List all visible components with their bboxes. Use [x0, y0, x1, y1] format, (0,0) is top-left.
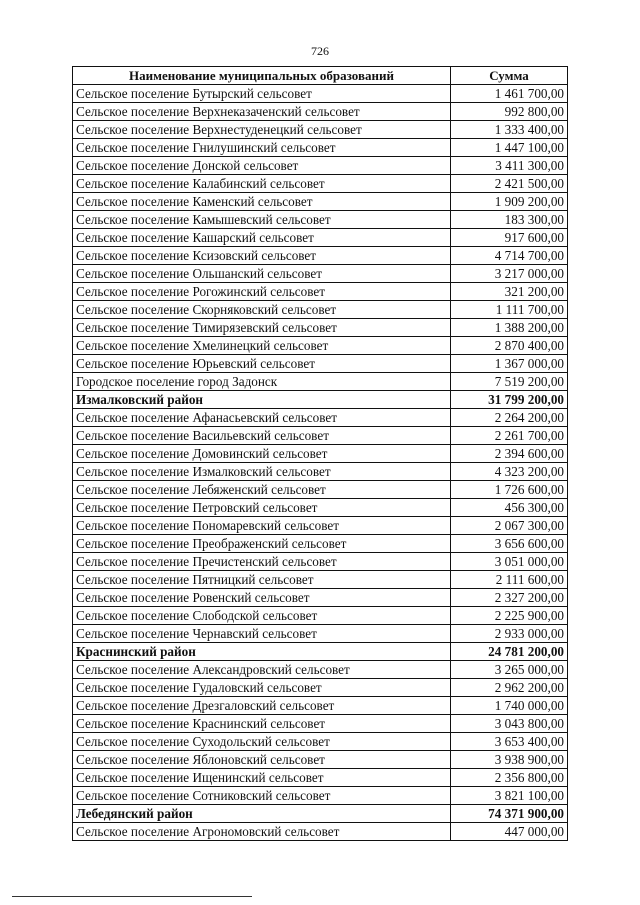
municipality-name-cell: Сельское поселение Верхнеказаченский сельсовет [73, 103, 451, 121]
district-name-cell: Краснинский район [73, 643, 451, 661]
sum-cell: 2 356 800,00 [451, 769, 568, 787]
sum-cell: 3 653 400,00 [451, 733, 568, 751]
table-row [73, 337, 568, 355]
sum-cell: 2 111 600,00 [451, 571, 568, 589]
municipality-name-cell: Сельское поселение Гнилушинский сельсовет [73, 139, 451, 157]
table-row [73, 463, 568, 481]
sum-cell: 2 261 700,00 [451, 427, 568, 445]
table-body [73, 85, 568, 841]
municipality-name-cell: Сельское поселение Юрьевский сельсовет [73, 355, 451, 373]
table-row [73, 85, 568, 103]
sum-cell: 3 265 000,00 [451, 661, 568, 679]
municipality-name-cell: Сельское поселение Преображенский сельсовет [73, 535, 451, 553]
municipality-name-cell: Сельское поселение Пятницкий сельсовет [73, 571, 451, 589]
table-row [73, 589, 568, 607]
footnote-divider [12, 896, 252, 897]
municipality-name-cell: Сельское поселение Измалковский сельсовет [73, 463, 451, 481]
table-row [73, 103, 568, 121]
municipality-name-cell: Сельское поселение Донской сельсовет [73, 157, 451, 175]
table-row [73, 697, 568, 715]
sum-cell: 1 333 400,00 [451, 121, 568, 139]
municipality-name-cell: Сельское поселение Скорняковский сельсовет [73, 301, 451, 319]
sum-cell: 3 821 100,00 [451, 787, 568, 805]
sum-cell: 4 323 200,00 [451, 463, 568, 481]
municipality-name-cell: Сельское поселение Гудаловский сельсовет [73, 679, 451, 697]
table-row [73, 211, 568, 229]
sum-cell: 4 714 700,00 [451, 247, 568, 265]
sum-cell: 1 111 700,00 [451, 301, 568, 319]
table-row [73, 409, 568, 427]
district-row [73, 643, 568, 661]
table-row [73, 679, 568, 697]
table-row [73, 517, 568, 535]
sum-cell: 3 656 600,00 [451, 535, 568, 553]
table-row [73, 571, 568, 589]
municipality-name-cell: Сельское поселение Пономаревский сельсовет [73, 517, 451, 535]
table-row [73, 157, 568, 175]
sum-cell: 1 726 600,00 [451, 481, 568, 499]
municipality-name-cell: Сельское поселение Ольшанский сельсовет [73, 265, 451, 283]
column-header-sum: Сумма [451, 67, 568, 85]
table-row [73, 625, 568, 643]
table-row [73, 481, 568, 499]
municipality-name-cell: Сельское поселение Сотниковский сельсовет [73, 787, 451, 805]
sum-cell: 3 411 300,00 [451, 157, 568, 175]
table-row [73, 373, 568, 391]
table-row [73, 265, 568, 283]
table-row [73, 499, 568, 517]
sum-cell: 3 051 000,00 [451, 553, 568, 571]
district-sum-cell: 31 799 200,00 [451, 391, 568, 409]
sum-cell: 1 388 200,00 [451, 319, 568, 337]
municipality-name-cell: Сельское поселение Каменский сельсовет [73, 193, 451, 211]
table-row [73, 553, 568, 571]
municipality-name-cell: Сельское поселение Дрезгаловский сельсовет [73, 697, 451, 715]
sum-cell: 992 800,00 [451, 103, 568, 121]
table-row [73, 355, 568, 373]
sum-cell: 447 000,00 [451, 823, 568, 841]
municipality-name-cell: Сельское поселение Афанасьевский сельсовет [73, 409, 451, 427]
sum-cell: 2 870 400,00 [451, 337, 568, 355]
table-row [73, 823, 568, 841]
municipality-name-cell: Сельское поселение Агрономовский сельсовет [73, 823, 451, 841]
sum-cell: 1 447 100,00 [451, 139, 568, 157]
table-row [73, 283, 568, 301]
sum-cell: 3 217 000,00 [451, 265, 568, 283]
table-row [73, 535, 568, 553]
municipality-name-cell: Сельское поселение Камышевский сельсовет [73, 211, 451, 229]
table-row [73, 175, 568, 193]
sum-cell: 3 043 800,00 [451, 715, 568, 733]
municipality-name-cell: Сельское поселение Васильевский сельсовет [73, 427, 451, 445]
municipality-name-cell: Сельское поселение Петровский сельсовет [73, 499, 451, 517]
municipality-name-cell: Сельское поселение Кашарский сельсовет [73, 229, 451, 247]
sum-cell: 7 519 200,00 [451, 373, 568, 391]
district-sum-cell: 74 371 900,00 [451, 805, 568, 823]
municipality-name-cell: Сельское поселение Хмелинецкий сельсовет [73, 337, 451, 355]
municipality-name-cell: Сельское поселение Слободской сельсовет [73, 607, 451, 625]
sum-cell: 2 421 500,00 [451, 175, 568, 193]
municipality-name-cell: Сельское поселение Яблоновский сельсовет [73, 751, 451, 769]
municipality-name-cell: Сельское поселение Домовинский сельсовет [73, 445, 451, 463]
municipality-name-cell: Сельское поселение Чернавский сельсовет [73, 625, 451, 643]
table-row [73, 139, 568, 157]
sum-cell: 917 600,00 [451, 229, 568, 247]
table-row [73, 247, 568, 265]
municipality-name-cell: Сельское поселение Пречистенский сельсовет [73, 553, 451, 571]
municipality-name-cell: Сельское поселение Краснинский сельсовет [73, 715, 451, 733]
municipality-name-cell: Городское поселение город Задонск [73, 373, 451, 391]
sum-cell: 183 300,00 [451, 211, 568, 229]
table-row [73, 193, 568, 211]
municipality-name-cell: Сельское поселение Лебяженский сельсовет [73, 481, 451, 499]
table-row [73, 661, 568, 679]
sum-cell: 321 200,00 [451, 283, 568, 301]
municipality-name-cell: Сельское поселение Рогожинский сельсовет [73, 283, 451, 301]
sum-cell: 456 300,00 [451, 499, 568, 517]
allocation-table [72, 66, 568, 841]
table-row [73, 319, 568, 337]
table-row [73, 301, 568, 319]
table-row [73, 733, 568, 751]
sum-cell: 2 394 600,00 [451, 445, 568, 463]
municipality-name-cell: Сельское поселение Верхнестуденецкий сельсовет [73, 121, 451, 139]
district-name-cell: Лебедянский район [73, 805, 451, 823]
sum-cell: 1 367 000,00 [451, 355, 568, 373]
municipality-name-cell: Сельское поселение Александровский сельсовет [73, 661, 451, 679]
table-row [73, 607, 568, 625]
sum-cell: 1 740 000,00 [451, 697, 568, 715]
page-number: 726 [311, 44, 329, 58]
sum-cell: 1 909 200,00 [451, 193, 568, 211]
table-row [73, 229, 568, 247]
sum-cell: 2 962 200,00 [451, 679, 568, 697]
sum-cell: 2 264 200,00 [451, 409, 568, 427]
column-header-name: Наименование муниципальных образований [73, 67, 451, 85]
sum-cell: 2 225 900,00 [451, 607, 568, 625]
table-row [73, 427, 568, 445]
table-row [73, 769, 568, 787]
municipality-name-cell: Сельское поселение Калабинский сельсовет [73, 175, 451, 193]
district-name-cell: Измалковский район [73, 391, 451, 409]
municipality-name-cell: Сельское поселение Тимирязевский сельсовет [73, 319, 451, 337]
sum-cell: 2 067 300,00 [451, 517, 568, 535]
municipality-name-cell: Сельское поселение Ксизовский сельсовет [73, 247, 451, 265]
table-row [73, 715, 568, 733]
sum-cell: 2 933 000,00 [451, 625, 568, 643]
sum-cell: 1 461 700,00 [451, 85, 568, 103]
district-row [73, 391, 568, 409]
municipality-name-cell: Сельское поселение Бутырский сельсовет [73, 85, 451, 103]
sum-cell: 2 327 200,00 [451, 589, 568, 607]
sum-cell: 3 938 900,00 [451, 751, 568, 769]
district-sum-cell: 24 781 200,00 [451, 643, 568, 661]
table-row [73, 445, 568, 463]
municipality-name-cell: Сельское поселение Суходольский сельсовет [73, 733, 451, 751]
table-row [73, 787, 568, 805]
district-row [73, 805, 568, 823]
municipality-name-cell: Сельское поселение Ровенский сельсовет [73, 589, 451, 607]
table-row [73, 121, 568, 139]
municipality-name-cell: Сельское поселение Ищенинский сельсовет [73, 769, 451, 787]
table-header-row [73, 67, 568, 85]
table-row [73, 751, 568, 769]
